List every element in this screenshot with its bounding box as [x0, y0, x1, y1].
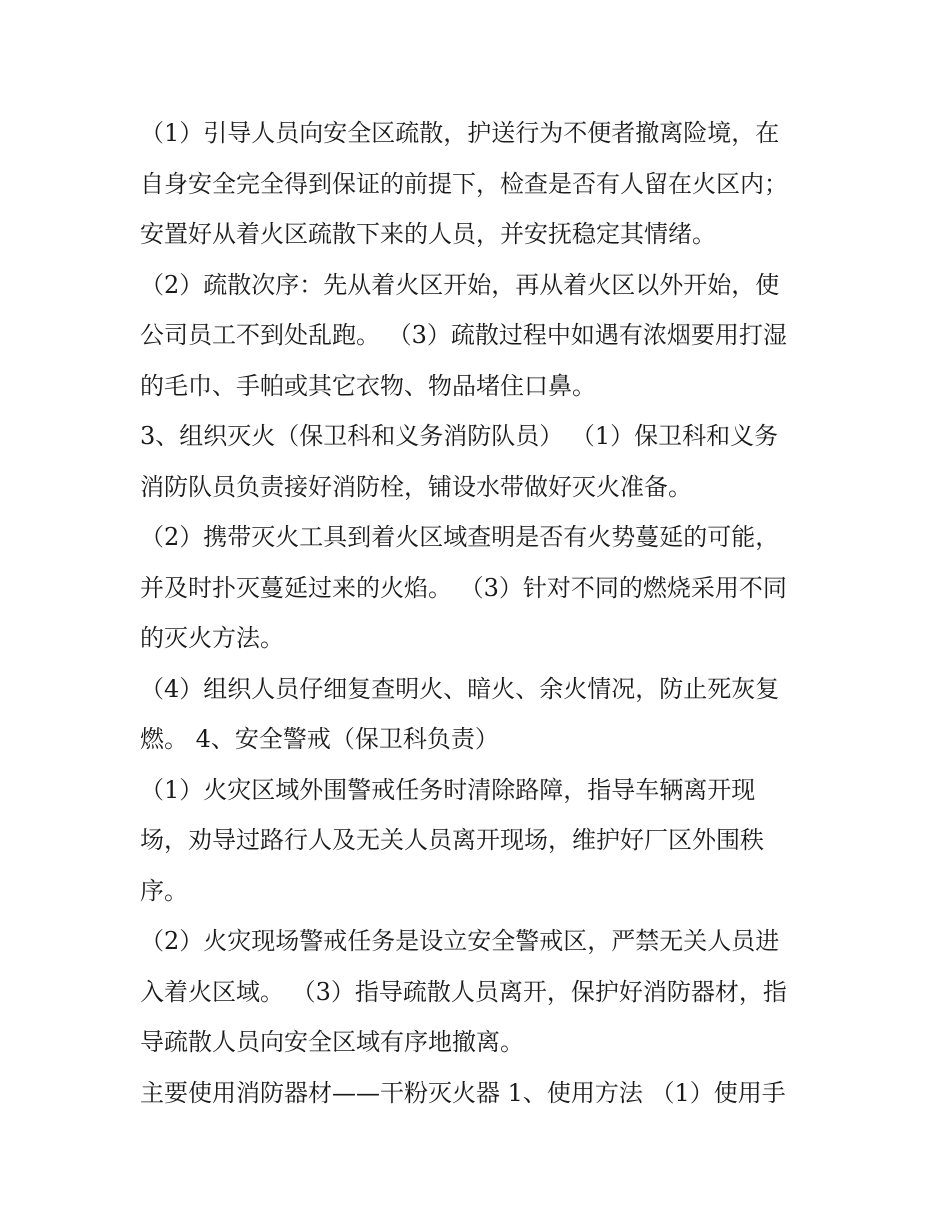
text-line: 导疏散人员向安全区域有序地撤离。 [140, 1028, 524, 1056]
text-line: 场，劝导过路行人及无关人员离开现场，维护好厂区外围秩 [140, 826, 764, 854]
text-line: 公司员工不到处乱跑。 （3）疏散过程中如遇有浓烟要用打湿 [140, 321, 787, 349]
text-line: 主要使用消防器材——干粉灭火器 1、使用方法 （1）使用手 [140, 1078, 786, 1107]
body-text [140, 108, 820, 1118]
text-line: （1）引导人员向安全区疏散，护送行为不便者撤离险境，在 [140, 119, 780, 147]
text-line: 的毛巾、手帕或其它衣物、物品堵住口鼻。 [140, 371, 596, 400]
text-line: （1）火灾区域外围警戒任务时清除路障，指导车辆离开现 [140, 775, 756, 804]
text-line: 的灭火方法。 [140, 624, 284, 652]
text-line: 消防队员负责接好消防栓，铺设水带做好灭火准备。 [140, 472, 692, 501]
text-line: 3、组织灭火（保卫科和义务消防队员） （1）保卫科和义务 [140, 422, 779, 450]
text-line: 燃。 4、安全警戒（保卫科负责） [140, 725, 499, 753]
text-line: 入着火区域。 （3）指导疏散人员离开，保护好消防器材，指 [140, 977, 787, 1006]
text-line: （4）组织人员仔细复查明火、暗火、余火情况，防止死灰复 [140, 674, 780, 703]
text-line: 安置好从着火区疏散下来的人员，并安抚稳定其情绪。 [140, 220, 716, 248]
text-line: 序。 [140, 876, 188, 905]
text-line: 自身安全完全得到保证的前提下，检查是否有人留在火区内； [140, 169, 788, 198]
text-line: （2）火灾现场警戒任务是设立安全警戒区，严禁无关人员进 [140, 927, 780, 955]
text-line: （2）携带灭火工具到着火区域查明是否有火势蔓延的可能， [140, 523, 780, 551]
text-line: 并及时扑灭蔓延过来的火焰。 （3）针对不同的燃烧采用不同 [140, 573, 787, 602]
text-line: （2）疏散次序：先从着火区开始，再从着火区以外开始，使 [140, 270, 780, 299]
